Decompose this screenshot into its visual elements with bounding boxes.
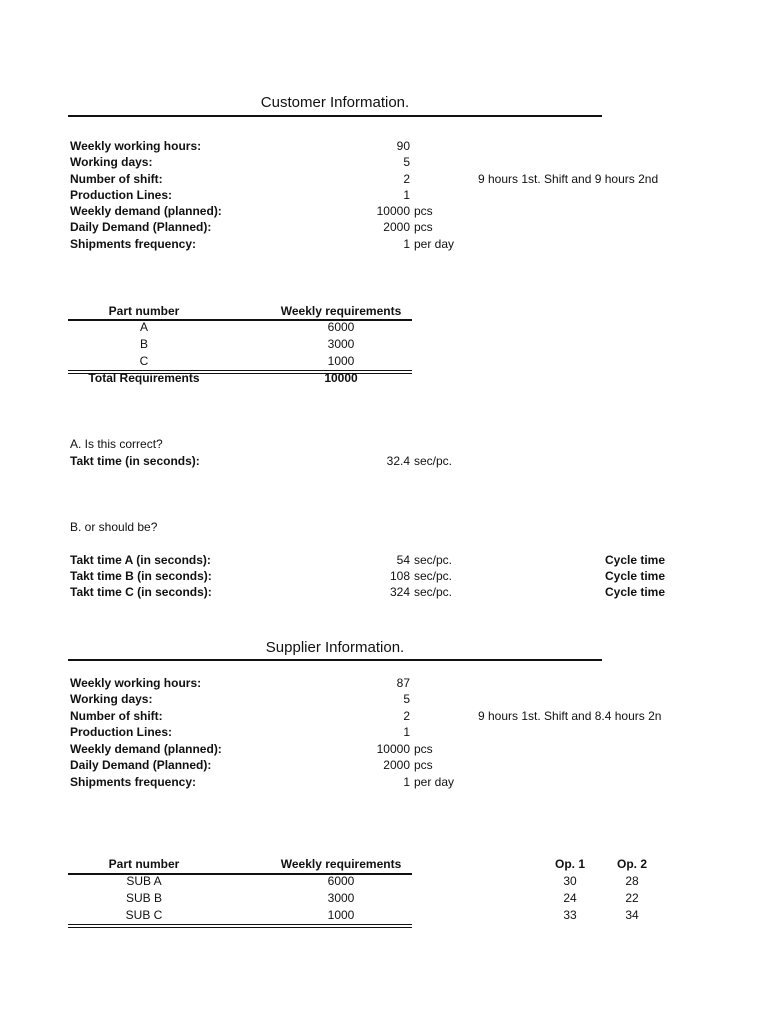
supplier-label-production-lines: Production Lines: xyxy=(70,725,172,739)
supplier-table-header-weekly: Weekly requirements xyxy=(280,857,402,871)
table-cell: 28 xyxy=(625,874,639,888)
supplier-unit-weekly-demand: pcs xyxy=(414,742,433,756)
supplier-value-daily-demand: 2000 xyxy=(383,758,410,772)
takt-a-label: Takt time A (in seconds): xyxy=(70,553,211,567)
supplier-table-header-part: Part number xyxy=(108,857,180,871)
customer-table-header-weekly: Weekly requirements xyxy=(280,304,402,318)
supplier-value-production-lines: 1 xyxy=(403,725,410,739)
takt-c-label: Takt time C (in seconds): xyxy=(70,585,212,599)
customer-table-total-label: Total Requirements xyxy=(88,371,200,385)
table-cell: C xyxy=(139,354,149,368)
table-cell: 1000 xyxy=(327,354,355,368)
customer-label-shifts: Number of shift: xyxy=(70,172,163,186)
supplier-value-shipments: 1 xyxy=(403,775,410,789)
table-cell: 22 xyxy=(625,891,639,905)
table-cell: 3000 xyxy=(327,891,355,905)
table-cell: A xyxy=(139,320,148,334)
table-cell: B xyxy=(139,337,148,351)
supplier-table-header-op1: Op. 1 xyxy=(554,857,585,871)
supplier-table-header-op2: Op. 2 xyxy=(616,857,647,871)
supplier-title-rule xyxy=(68,659,602,661)
customer-table-total-value: 10000 xyxy=(324,371,358,385)
takt-a-cycle-label: Cycle time xyxy=(605,553,666,567)
question-b: B. or should be? xyxy=(70,520,158,534)
customer-section-title: Customer Information. xyxy=(260,94,410,111)
supplier-value-working-days: 5 xyxy=(403,692,410,706)
supplier-shift-note: 9 hours 1st. Shift and 8.4 hours 2n xyxy=(478,709,662,723)
supplier-unit-shipments: per day xyxy=(414,775,455,789)
takt-c-unit: sec/pc. xyxy=(414,585,453,599)
customer-value-weekly-hours: 90 xyxy=(396,139,410,153)
question-a: A. Is this correct? xyxy=(70,437,163,451)
customer-label-weekly-hours: Weekly working hours: xyxy=(70,139,202,153)
supplier-label-daily-demand: Daily Demand (Planned): xyxy=(70,758,212,772)
supplier-section-title: Supplier Information. xyxy=(265,639,405,656)
customer-value-shifts: 2 xyxy=(403,172,410,186)
customer-shift-note: 9 hours 1st. Shift and 9 hours 2nd xyxy=(478,172,659,186)
table-cell: SUB B xyxy=(125,891,162,905)
customer-unit-daily-demand: pcs xyxy=(414,220,433,234)
supplier-value-weekly-hours: 87 xyxy=(396,676,410,690)
supplier-value-weekly-demand: 10000 xyxy=(376,742,410,756)
takt-a-unit: sec/pc. xyxy=(414,553,453,567)
takt-b-unit: sec/pc. xyxy=(414,569,453,583)
takt-time-value: 32.4 xyxy=(386,454,410,468)
customer-value-weekly-demand: 10000 xyxy=(376,204,410,218)
table-cell: 1000 xyxy=(327,908,355,922)
customer-unit-shipments: per day xyxy=(414,237,455,251)
customer-table-header-part: Part number xyxy=(108,304,180,318)
customer-label-daily-demand: Daily Demand (Planned): xyxy=(70,220,212,234)
table-cell: 3000 xyxy=(327,337,355,351)
table-cell: 24 xyxy=(563,891,577,905)
supplier-label-working-days: Working days: xyxy=(70,692,153,706)
customer-value-daily-demand: 2000 xyxy=(383,220,410,234)
supplier-unit-daily-demand: pcs xyxy=(414,758,433,772)
customer-label-production-lines: Production Lines: xyxy=(70,188,172,202)
table-cell: 34 xyxy=(625,908,639,922)
customer-label-working-days: Working days: xyxy=(70,155,153,169)
takt-c-cycle-label: Cycle time xyxy=(605,585,666,599)
customer-label-weekly-demand: Weekly demand (planned): xyxy=(70,204,222,218)
takt-b-value: 108 xyxy=(389,569,410,583)
customer-value-shipments: 1 xyxy=(403,237,410,251)
table-cell: SUB A xyxy=(126,874,162,888)
supplier-label-shipments: Shipments frequency: xyxy=(70,775,197,789)
table-cell: 30 xyxy=(563,874,577,888)
table-cell: 6000 xyxy=(327,874,355,888)
supplier-table-bottom-rule xyxy=(68,924,412,928)
supplier-label-weekly-demand: Weekly demand (planned): xyxy=(70,742,222,756)
customer-value-working-days: 5 xyxy=(403,155,410,169)
customer-unit-weekly-demand: pcs xyxy=(414,204,433,218)
table-cell: SUB C xyxy=(125,908,163,922)
customer-value-production-lines: 1 xyxy=(403,188,410,202)
customer-label-shipments: Shipments frequency: xyxy=(70,237,197,251)
takt-a-value: 54 xyxy=(396,553,410,567)
takt-b-label: Takt time B (in seconds): xyxy=(70,569,212,583)
supplier-label-weekly-hours: Weekly working hours: xyxy=(70,676,202,690)
table-cell: 6000 xyxy=(327,320,355,334)
table-cell: 33 xyxy=(563,908,577,922)
supplier-label-shifts: Number of shift: xyxy=(70,709,163,723)
takt-time-unit: sec/pc. xyxy=(414,454,453,468)
takt-c-value: 324 xyxy=(389,585,410,599)
customer-title-rule xyxy=(68,115,602,117)
takt-time-label: Takt time (in seconds): xyxy=(70,454,200,468)
takt-b-cycle-label: Cycle time xyxy=(605,569,666,583)
supplier-value-shifts: 2 xyxy=(403,709,410,723)
